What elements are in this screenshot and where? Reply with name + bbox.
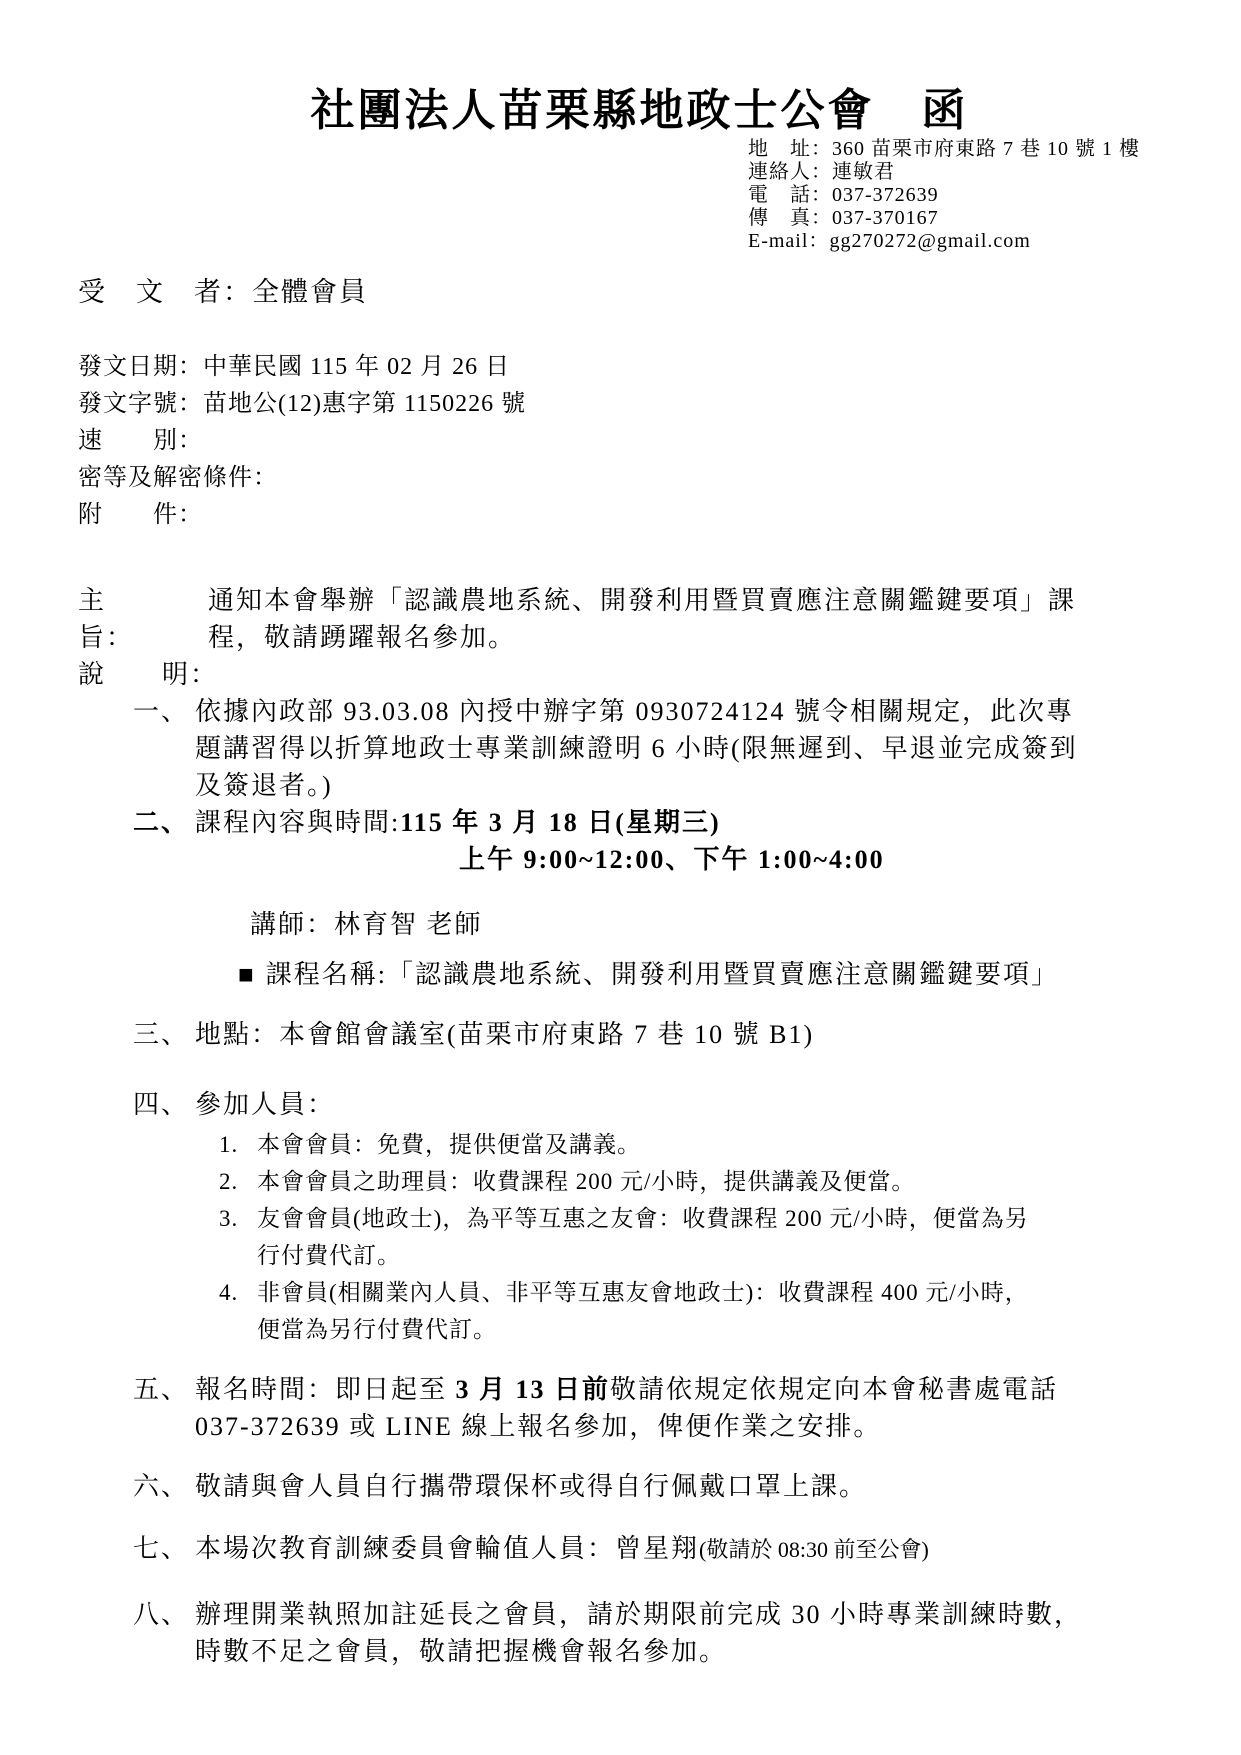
item-text: 辦理開業執照加註延長之會員，請於期限前完成 30 小時專業訓練時數，時數不足之會員，敬請把握機會報名參加。 <box>195 1600 1083 1666</box>
item-number: 八、 <box>133 1600 190 1629</box>
item-text <box>195 1530 1100 1568</box>
duty-member-text: 本場次教育訓練委員會輪值人員：曾星翔 <box>195 1534 700 1563</box>
recipient-line <box>78 274 1201 311</box>
course-name: 「認識農地系統、開發利用暨買賣應注意關鑑鍵要項」 <box>386 960 1059 989</box>
item-number: 三、 <box>133 1020 190 1049</box>
contact-label: 傳 真： <box>748 207 832 229</box>
contact-value: 037-372639 <box>832 184 939 206</box>
contact-label: 連絡人： <box>748 161 832 183</box>
list-item <box>133 1371 1201 1445</box>
meta-block <box>78 349 1201 534</box>
meta-row-number <box>78 386 1201 423</box>
sub-item-number: 2. <box>219 1169 239 1194</box>
list-item <box>133 1596 1201 1670</box>
contact-value: gg270272@gmail.com <box>829 230 1031 252</box>
contact-value: 連敏君 <box>832 161 895 183</box>
item-text <box>195 1371 1100 1445</box>
meta-label: 密等及解密條件： <box>78 465 278 491</box>
list-item <box>133 1086 1201 1348</box>
item-number: 二、 <box>133 808 190 837</box>
sub-list-item <box>219 1274 1100 1348</box>
item-text: 依據內政部 93.03.08 內授中辦字第 0930724124 號令相關規定，此次專題講習得以折算地政士專業訓練證明 6 小時(限無遲到、早退並完成簽到及簽退者。) <box>195 697 1078 800</box>
item-text <box>195 804 1100 993</box>
sub-list-item <box>219 1126 1100 1163</box>
course-name-label: 課程名稱: <box>265 960 387 989</box>
item-number: 七、 <box>133 1534 190 1563</box>
course-schedule-line <box>195 804 1100 841</box>
meta-value: 中華民國 115 年 02 月 26 日 <box>203 354 511 380</box>
subject-text: 通知本會舉辦「認識農地系統、開發利用暨買賣應注意關鑑鍵要項」課程，敬請踴躍報名參加。 <box>208 586 1077 652</box>
item-text: 地點：本會館會議室(苗栗市府東路 7 巷 10 號 B1) <box>195 1020 815 1049</box>
duty-note-small: (敬請於 08:30 前至公會) <box>699 1537 929 1562</box>
meta-label: 附 件： <box>78 502 203 528</box>
document-title: 社團法人苗栗縣地政士公會 函 <box>310 86 969 135</box>
course-name-line <box>238 956 1100 993</box>
subject-label: 主 旨： <box>78 586 163 652</box>
meta-label: 發文字號： <box>78 391 203 417</box>
list-item <box>133 1016 1201 1053</box>
item-number: 四、 <box>133 1090 190 1119</box>
item-number: 一、 <box>133 697 190 726</box>
participants-label: 參加人員： <box>195 1090 336 1119</box>
contact-value: 037-370167 <box>832 207 939 229</box>
course-date: 115 年 3 月 18 日(星期三) <box>400 808 721 837</box>
contact-label: 電 話： <box>748 184 832 206</box>
contact-row-email <box>748 230 1201 253</box>
recipient-label: 受 文 者： <box>78 277 252 307</box>
list-item <box>133 1530 1201 1568</box>
contact-value: 360 苗栗市府東路 7 巷 10 號 1 樓 <box>832 138 1140 160</box>
list-item <box>133 804 1201 993</box>
sub-item-text: 非會員(相關業內人員、非平等互惠友會地政士)：收費課程 400 元/小時，便當為另行付費代訂。 <box>257 1280 1029 1342</box>
sub-item-text: 本會會員之助理員：收費課程 200 元/小時，提供講義及便當。 <box>257 1169 916 1194</box>
sub-list-item <box>219 1163 1100 1200</box>
meta-row-attachment <box>78 497 1201 534</box>
registration-text-after: 敬請依規定依規定向本會秘書處電話 037-372639 或 LINE 線上報名參加，俾便作業之安排。 <box>195 1375 1059 1441</box>
contact-row-phone <box>748 184 1201 207</box>
subject-section <box>78 582 1201 656</box>
item-text: 敬請與會人員自行攜帶環保杯或得自行佩戴口罩上課。 <box>195 1472 868 1501</box>
item-number: 六、 <box>133 1472 190 1501</box>
registration-text: 報名時間：即日起至 <box>195 1375 456 1404</box>
sub-item-text: 友會會員(地政士)，為平等互惠之友會：收費課程 200 元/小時，便當為另行付費代訂。 <box>257 1206 1029 1268</box>
course-time: 上午 9:00~12:00、下午 1:00~4:00 <box>459 845 885 874</box>
sub-item-number: 4. <box>219 1280 239 1305</box>
square-bullet-icon: ■ <box>238 960 256 989</box>
sub-item-text: 本會會員：免費，提供便當及講義。 <box>257 1132 641 1157</box>
contact-label: E-mail： <box>748 230 830 252</box>
recipient-value: 全體會員 <box>252 277 368 307</box>
list-item <box>133 693 1201 804</box>
sub-list <box>219 1126 1100 1348</box>
explanation-list <box>133 693 1201 1670</box>
meta-row-security <box>78 460 1201 497</box>
contact-block <box>748 138 1201 253</box>
contact-row-address <box>748 138 1201 161</box>
sub-item-number: 3. <box>219 1206 239 1231</box>
meta-row-date <box>78 349 1201 386</box>
sub-list-item <box>219 1200 1100 1274</box>
sub-item-number: 1. <box>219 1132 239 1157</box>
meta-value: 苗地公(12)惠字第 1150226 號 <box>203 391 527 417</box>
deadline-bold: 3 月 13 日前 <box>455 1375 611 1404</box>
item-number: 五、 <box>133 1375 190 1404</box>
explanation-label: 說 明： <box>78 660 219 689</box>
list-item <box>133 1468 1201 1505</box>
course-schedule-label: 課程內容與時間: <box>195 808 401 837</box>
contact-row-fax <box>748 207 1201 230</box>
meta-label: 速 別： <box>78 428 203 454</box>
meta-row-speed <box>78 423 1201 460</box>
lecturer-line: 講師：林育智 老師 <box>250 910 483 939</box>
meta-label: 發文日期： <box>78 354 203 380</box>
contact-label: 地 址： <box>748 138 832 160</box>
item-text <box>195 1086 1100 1348</box>
contact-row-person <box>748 161 1201 184</box>
